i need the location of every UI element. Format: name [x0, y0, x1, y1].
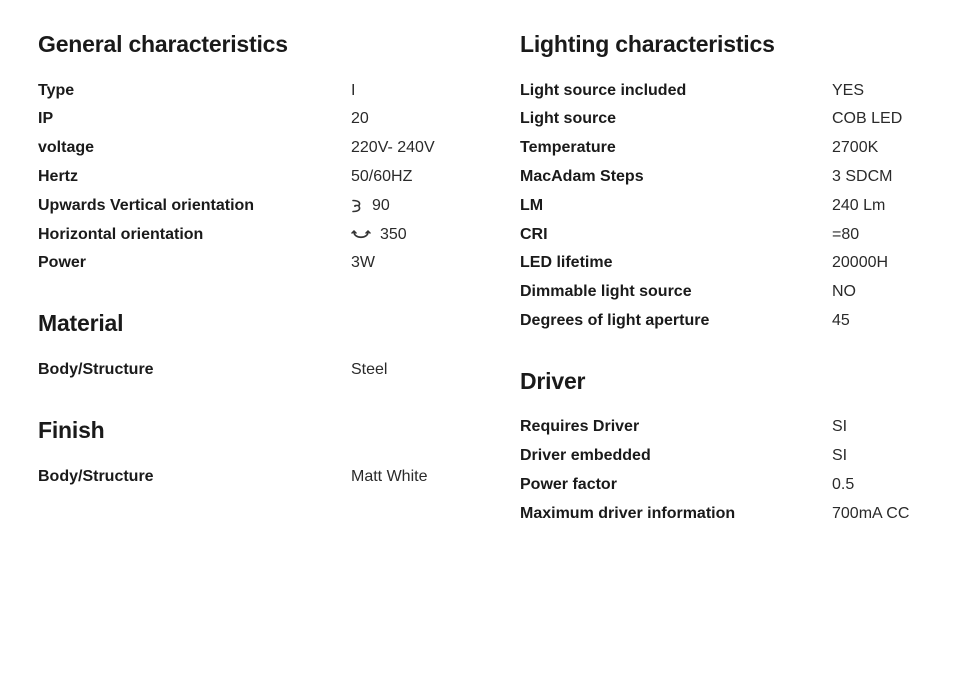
spec-label: Horizontal orientation: [38, 226, 204, 243]
driver-title: Driver: [520, 368, 586, 394]
spec-row-driver-embedded: [520, 445, 940, 467]
spec-row-hertz: [38, 166, 478, 188]
spec-value: COB LED: [832, 110, 903, 127]
spec-label: Upwards Vertical orientation: [38, 197, 255, 214]
spec-label: Body/Structure: [38, 468, 154, 485]
spec-label: Maximum driver information: [520, 505, 736, 522]
spec-row-light-aperture: [520, 310, 940, 332]
finish-title: Finish: [38, 417, 105, 443]
spec-row-cri: [520, 224, 940, 246]
spec-row-led-lifetime: [520, 252, 940, 274]
spec-value: 20: [351, 110, 369, 127]
spec-value: NO: [832, 283, 856, 300]
spec-value: 220V- 240V: [351, 139, 435, 156]
spec-value: YES: [832, 82, 865, 99]
spec-row-finish-body: [38, 466, 478, 488]
spec-row-voltage: [38, 137, 478, 159]
spec-label: Degrees of light aperture: [520, 312, 710, 329]
spec-row-light-source-included: [520, 80, 940, 102]
spec-row-power: [38, 252, 478, 274]
spec-row-light-source: [520, 108, 940, 130]
spec-row-max-driver-info: [520, 503, 940, 525]
spec-label: Requires Driver: [520, 418, 640, 435]
spec-label: LED lifetime: [520, 254, 613, 271]
spec-value: =80: [832, 226, 860, 243]
spec-value: SI: [832, 418, 848, 435]
spec-value-with-icon: [351, 224, 407, 246]
spec-row-power-factor: [520, 474, 940, 496]
lighting-characteristics-title: Lighting characteristics: [520, 31, 775, 57]
spec-label: Power: [38, 254, 87, 271]
spec-row-material-body: [38, 359, 478, 381]
horizontal-orientation-icon: [351, 227, 371, 243]
spec-value: 50/60HZ: [351, 168, 413, 185]
spec-row-requires-driver: [520, 416, 940, 438]
material-title: Material: [38, 310, 124, 336]
horizontal-orientation-value: 350: [380, 226, 407, 243]
spec-label: Type: [38, 82, 75, 99]
spec-value-with-icon: [351, 195, 390, 217]
spec-value: 700mA CC: [832, 505, 910, 522]
spec-value: Matt White: [351, 468, 428, 485]
spec-label: Light source: [520, 110, 617, 127]
spec-value: I: [351, 82, 356, 99]
spec-label: Hertz: [38, 168, 79, 185]
spec-row-horizontal-orientation: [38, 224, 478, 246]
spec-row-lm: [520, 195, 940, 217]
spec-label: Light source included: [520, 82, 687, 99]
spec-label: Driver embedded: [520, 447, 651, 464]
spec-label: voltage: [38, 139, 95, 156]
spec-value: 2700K: [832, 139, 879, 156]
spec-row-vertical-orientation: [38, 195, 478, 217]
spec-value: 45: [832, 312, 850, 329]
vertical-orientation-value: 90: [372, 197, 390, 214]
spec-label: Temperature: [520, 139, 616, 156]
spec-row-macadam-steps: [520, 166, 940, 188]
spec-row-dimmable: [520, 281, 940, 303]
spec-value: 240 Lm: [832, 197, 886, 214]
spec-value: SI: [832, 447, 848, 464]
vertical-orientation-icon: [351, 198, 363, 214]
spec-label: LM: [520, 197, 544, 214]
general-characteristics-title: General characteristics: [38, 31, 288, 57]
spec-value: 3 SDCM: [832, 168, 893, 185]
spec-label: Power factor: [520, 476, 617, 493]
spec-row-type: [38, 80, 478, 102]
spec-label: CRI: [520, 226, 548, 243]
spec-value: 3W: [351, 254, 375, 271]
spec-row-ip: [38, 108, 478, 130]
spec-value: 0.5: [832, 476, 855, 493]
spec-label: Body/Structure: [38, 361, 154, 378]
spec-label: IP: [38, 110, 54, 127]
spec-value: 20000H: [832, 254, 889, 271]
spec-label: MacAdam Steps: [520, 168, 644, 185]
spec-label: Dimmable light source: [520, 283, 692, 300]
spec-row-temperature: [520, 137, 940, 159]
spec-value: Steel: [351, 361, 388, 378]
